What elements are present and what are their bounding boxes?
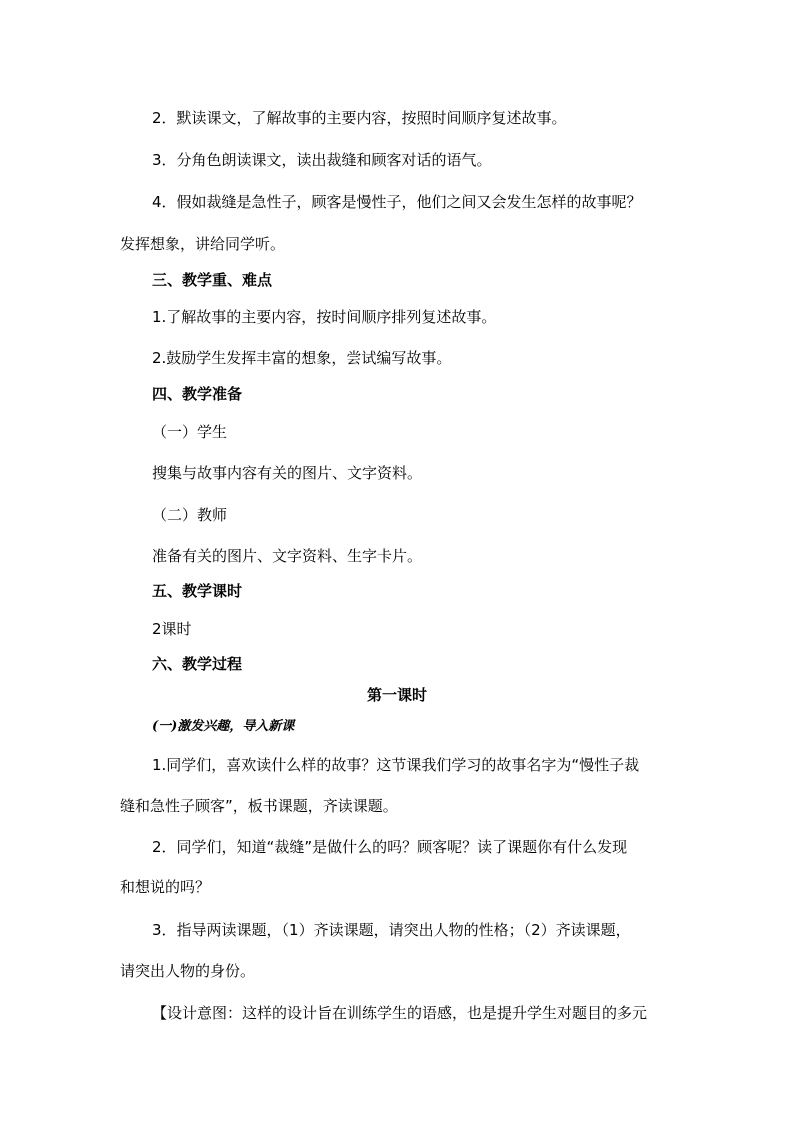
paragraph-line: 搜集与故事内容有关的图片、文字资料。 xyxy=(152,464,423,482)
section-heading: 六、教学过程 xyxy=(152,655,243,673)
paragraph-line: 2课时 xyxy=(152,620,192,638)
paragraph-line: 缝和急性子顾客”，板书课题，齐读课题。 xyxy=(120,797,398,815)
lesson-title: 第一课时 xyxy=(366,686,427,704)
paragraph-line: 2．默读课文，了解故事的主要内容，按照时间顺序复述故事。 xyxy=(152,109,567,127)
paragraph-line: 请突出人物的身份。 xyxy=(120,962,256,980)
paragraph-line: 和想说的吗？ xyxy=(120,878,211,896)
section-heading: 五、教学课时 xyxy=(152,582,243,600)
paragraph-line: 3．分角色朗读课文，读出裁缝和顾客对话的语气。 xyxy=(152,151,492,169)
paragraph-line: 1.了解故事的主要内容，按时间顺序排列复述故事。 xyxy=(152,308,497,326)
paragraph-line: 4．假如裁缝是急性子，顾客是慢性子，他们之间又会发生怎样的故事呢？ xyxy=(152,193,642,211)
paragraph-line: 1.同学们，喜欢读什么样的故事？这节课我们学习的故事名字为“慢性子裁 xyxy=(152,756,640,774)
paragraph-line: 准备有关的图片、文字资料、生字卡片。 xyxy=(152,547,423,565)
paragraph-line: 【设计意图：这样的设计旨在训练学生的语感，也是提升学生对题目的多元 xyxy=(152,1004,648,1022)
paragraph-line: 2.鼓励学生发挥丰富的想象，尝试编写故事。 xyxy=(152,349,452,367)
section-heading: 三、教学重、难点 xyxy=(152,271,273,289)
subsection-heading: （一）学生 xyxy=(152,423,228,441)
paragraph-line: 3．指导两读课题，（1）齐读课题，请突出人物的性格；（2）齐读课题， xyxy=(152,921,631,939)
step-heading: (一)激发兴趣，导入新课 xyxy=(152,719,295,734)
paragraph-line: 发挥想象，讲给同学听。 xyxy=(120,235,286,253)
section-heading: 四、教学准备 xyxy=(152,385,243,403)
paragraph-line: 2．同学们，知道“裁缝”是做什么的吗？顾客呢？读了课题你有什么发现 xyxy=(152,838,628,856)
subsection-heading: （二）教师 xyxy=(152,506,228,524)
